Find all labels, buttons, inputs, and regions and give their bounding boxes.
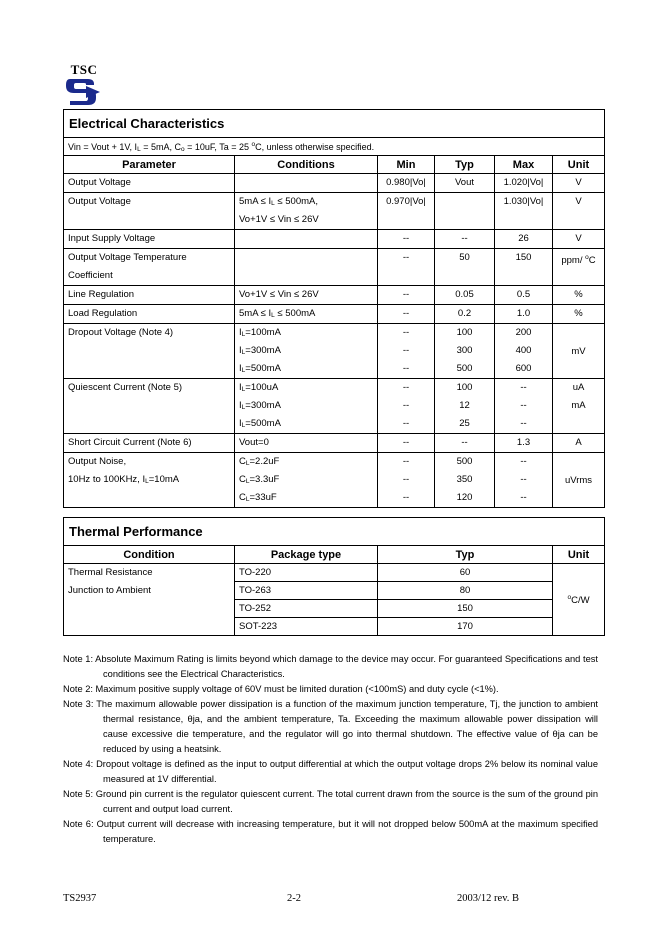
note-1: Note 1: Absolute Maximum Rating is limits beyond which damage to the device may occur. For guaranteed Specifications and test conditions see the Electrical Characteristics. (63, 654, 598, 679)
note-4: Note 4: Dropout voltage is defined as the input to output differential at which the output voltage drops 2% below its nominal value measured at 1V differential. (63, 759, 598, 784)
min-cell (378, 286, 435, 305)
max-cell (495, 174, 553, 193)
cell-line: 350 (456, 474, 473, 485)
table-row (64, 193, 605, 230)
cell-line: $C_L=3.3uF$ (239, 474, 280, 485)
table-row (64, 324, 605, 379)
table-row (64, 379, 605, 434)
cell-line: Thermal Resistance (68, 567, 153, 578)
cell-line: Vo+1V ≤ Vin ≤ 26V (239, 214, 319, 225)
condition-cell (64, 564, 235, 636)
parameter-cell (64, 305, 235, 324)
cell-line: 10Hz to 100KHz, $I_L=10mA$ (68, 474, 180, 485)
typ-cell (435, 434, 495, 453)
cell-line: Vout=0 (239, 437, 269, 448)
cell-line: -- (402, 400, 410, 411)
min-cell (378, 434, 435, 453)
cell-line: $I_L=300mA$ (239, 345, 281, 356)
column-header-package-type: Package type (235, 546, 378, 564)
cell-line: -- (402, 252, 410, 263)
cell-line: -- (402, 345, 410, 356)
table-row (64, 434, 605, 453)
typ-cell (435, 305, 495, 324)
max-cell (495, 193, 553, 230)
footer-date: 2003/12 rev. B (457, 893, 520, 904)
typ-cell (435, 249, 495, 286)
column-header-typ: Typ (378, 546, 553, 564)
cell-line: Output Voltage Temperature (68, 252, 187, 263)
cell-line: -- (520, 400, 527, 411)
table-row (64, 286, 605, 305)
cell-line: -- (402, 437, 410, 448)
parameter-cell (64, 434, 235, 453)
cell-line: 500 (456, 456, 473, 467)
cell-line: -- (520, 382, 527, 393)
min-cell (378, 305, 435, 324)
cell-line: Line Regulation (68, 289, 135, 300)
cell-line: -- (402, 474, 410, 485)
table-row (64, 249, 605, 286)
unit-cell: uVrms (553, 453, 605, 508)
cell-line: 200 (515, 327, 532, 338)
conditions-cell (235, 193, 378, 230)
cell-line: Dropout Voltage (Note 4) (68, 327, 174, 338)
table-row (64, 453, 605, 508)
electrical-characteristics-table (63, 109, 605, 508)
package-cell: TO-263 (235, 582, 378, 600)
cell-line: Vo+1V ≤ Vin ≤ 26V (239, 289, 319, 300)
column-header-unit: Unit (553, 546, 605, 564)
typ-cell: 80 (378, 582, 553, 600)
cell-line: 100 (456, 327, 473, 338)
note-5: Note 5: Ground pin current is the regulator quiescent current. The total current drawn from the source is the sum of the ground pin current and output load current. (63, 789, 598, 814)
cell-line: 12 (459, 400, 470, 411)
note-6: Note 6: Output current will decrease with increasing temperature, but it will not dropped below 500mA at the maximum specified temperature. (63, 819, 598, 844)
cell-line: 1.3 (516, 437, 531, 448)
typ-cell (435, 453, 495, 508)
cell-line: 0.5 (516, 289, 531, 300)
cell-line: 600 (515, 363, 532, 374)
cell-line: 400 (515, 345, 532, 356)
cell-line: -- (402, 327, 410, 338)
cell-line: $5mA \le I_L \le 500mA$, (239, 196, 319, 207)
typ-cell: 60 (378, 564, 553, 582)
parameter-cell (64, 453, 235, 508)
cell-line: -- (520, 418, 527, 429)
parameter-cell (64, 230, 235, 249)
cell-line: 26 (518, 233, 529, 244)
cell-line: $C_L=2.2uF$ (239, 456, 280, 467)
cell-line: Output Voltage (68, 177, 131, 188)
max-cell (495, 434, 553, 453)
cell-line: % (574, 308, 583, 319)
package-cell: SOT-223 (235, 618, 378, 636)
parameter-cell (64, 193, 235, 230)
parameter-cell (64, 249, 235, 286)
cell-line: Input Supply Voltage (68, 233, 156, 244)
cell-line: V (575, 196, 582, 207)
unit-cell: mV (553, 324, 605, 379)
min-cell (378, 249, 435, 286)
unit-cell (553, 434, 605, 453)
unit-cell (553, 379, 605, 434)
column-header-max: Max (495, 156, 553, 174)
thermal-performance-table (63, 517, 605, 636)
cell-line: -- (402, 492, 410, 503)
conditions-cell (235, 174, 378, 193)
min-cell (378, 174, 435, 193)
cell-line: Coefficient (68, 270, 113, 281)
max-cell (495, 453, 553, 508)
conditions-cell (235, 434, 378, 453)
typ-cell: 150 (378, 600, 553, 618)
cell-line: Junction to Ambient (68, 585, 151, 596)
tsc-logo (64, 62, 104, 108)
max-cell (495, 249, 553, 286)
max-cell (495, 305, 553, 324)
cell-line: $I_L=100uA$ (239, 382, 279, 393)
notes-section (63, 652, 598, 847)
typ-cell: 170 (378, 618, 553, 636)
column-header-unit: Unit (553, 156, 605, 174)
min-cell (378, 453, 435, 508)
column-header-conditions: Conditions (235, 156, 378, 174)
cell-line: V (575, 233, 582, 244)
unit-cell: $^o$C/W (553, 564, 605, 636)
footer-page-number: 2-2 (287, 893, 301, 904)
cell-line: -- (520, 456, 527, 467)
cell-line: Load Regulation (68, 308, 138, 319)
cell-line: -- (402, 233, 410, 244)
cell-line: -- (461, 437, 468, 448)
cell-line (239, 249, 373, 267)
unit-cell (553, 174, 605, 193)
cell-line: 1.0 (516, 308, 531, 319)
unit-cell (553, 305, 605, 324)
min-cell (378, 193, 435, 230)
parameter-cell (64, 286, 235, 305)
typ-cell (435, 286, 495, 305)
cell-line: 50 (459, 252, 470, 263)
footer-part-number: TS2937 (63, 893, 97, 904)
cell-line: 120 (456, 492, 473, 503)
typ-cell (435, 230, 495, 249)
conditions-cell (235, 230, 378, 249)
logo-text: TSC (70, 62, 98, 77)
cell-line: A (575, 437, 582, 448)
cell-line: 0.970|Vo| (386, 196, 426, 207)
cell-line: -- (402, 382, 410, 393)
column-header-parameter: Parameter (64, 156, 235, 174)
min-cell (378, 324, 435, 379)
max-cell (495, 286, 553, 305)
cell-line: Short Circuit Current (Note 6) (68, 437, 192, 448)
parameter-cell (64, 324, 235, 379)
note-2: Note 2: Maximum positive supply voltage of 60V must be limited duration (<100mS) and duty cycle (<1%). (63, 684, 499, 694)
test-conditions-note: Vin = Vout + 1V, $I_L = 5mA$, $C_o = 10uF$, Ta = 25 $^o$C, unless otherwise specified. (64, 138, 605, 156)
typ-cell (435, 379, 495, 434)
cell-line: Output Voltage (68, 196, 131, 207)
typ-cell (435, 193, 495, 230)
cell-line: 0.2 (457, 308, 472, 319)
min-cell (378, 379, 435, 434)
conditions-cell (235, 324, 378, 379)
cell-line: $I_L=100mA$ (239, 327, 281, 338)
cell-line: $I_L=500mA$ (239, 418, 281, 429)
cell-line: -- (402, 289, 410, 300)
conditions-cell (235, 453, 378, 508)
package-cell: TO-252 (235, 600, 378, 618)
cell-line: 1.020|Vo| (503, 177, 544, 188)
section-title: Electrical Characteristics (64, 110, 605, 138)
section-title: Thermal Performance (64, 518, 605, 546)
conditions-cell (235, 305, 378, 324)
cell-line: $5mA \le I_L \le 500mA$ (239, 308, 316, 319)
cell-line: Quiescent Current (Note 5) (68, 382, 183, 393)
cell-line: 150 (515, 252, 532, 263)
conditions-cell (235, 249, 378, 286)
cell-line: V (575, 177, 582, 188)
cell-line: 100 (456, 382, 473, 393)
cell-line: $I_L=300mA$ (239, 400, 281, 411)
max-cell (495, 379, 553, 434)
cell-line: uA (572, 382, 585, 393)
cell-line: $I_L=500mA$ (239, 363, 281, 374)
table-row (64, 305, 605, 324)
cell-line (239, 174, 373, 192)
parameter-cell (64, 174, 235, 193)
max-cell (495, 324, 553, 379)
cell-line: 25 (459, 418, 470, 429)
cell-line: 300 (456, 345, 473, 356)
cell-line: $C_L=33uF$ (239, 492, 277, 503)
cell-line: -- (520, 492, 527, 503)
cell-line: 1.030|Vo| (503, 196, 544, 207)
cell-line: -- (402, 308, 410, 319)
max-cell (495, 230, 553, 249)
table-row (64, 564, 605, 582)
cell-line: % (574, 289, 583, 300)
cell-line: 0.05 (455, 289, 474, 300)
note-3: Note 3: The maximum allowable power dissipation is a function of the maximum junction temperature, Tj, the junction to ambient thermal resistance, θja, and the ambient temperature, Ta. Exceeding the maximum allowable power dissipation will cause excessive die temperature, and the regulator will go into thermal shutdown. The effective value of θja can be reduced by using a heatsink. (63, 699, 598, 754)
conditions-cell (235, 379, 378, 434)
unit-cell (553, 286, 605, 305)
cell-line: ppm/ $^o$C (561, 254, 596, 266)
cell-line: -- (402, 418, 410, 429)
cell-line: 0.980|Vo| (386, 177, 426, 188)
table-row (64, 230, 605, 249)
cell-line: mA (571, 400, 586, 411)
cell-line: 500 (456, 363, 473, 374)
column-header-min: Min (378, 156, 435, 174)
typ-cell (435, 174, 495, 193)
column-header-typ: Typ (435, 156, 495, 174)
parameter-cell (64, 379, 235, 434)
cell-line: Vout (454, 177, 475, 188)
cell-line: -- (461, 233, 468, 244)
unit-cell (553, 230, 605, 249)
package-cell: TO-220 (235, 564, 378, 582)
typ-cell (435, 324, 495, 379)
cell-line (239, 230, 373, 248)
cell-line: -- (402, 456, 410, 467)
conditions-cell (235, 286, 378, 305)
column-header-condition: Condition (64, 546, 235, 564)
logo-mark-icon (66, 77, 102, 107)
cell-line: -- (402, 363, 410, 374)
table-row (64, 174, 605, 193)
min-cell (378, 230, 435, 249)
cell-line: Output Noise, (68, 456, 127, 467)
unit-cell (553, 193, 605, 230)
cell-line: -- (520, 474, 527, 485)
unit-cell (553, 249, 605, 286)
cell-line (439, 193, 490, 211)
